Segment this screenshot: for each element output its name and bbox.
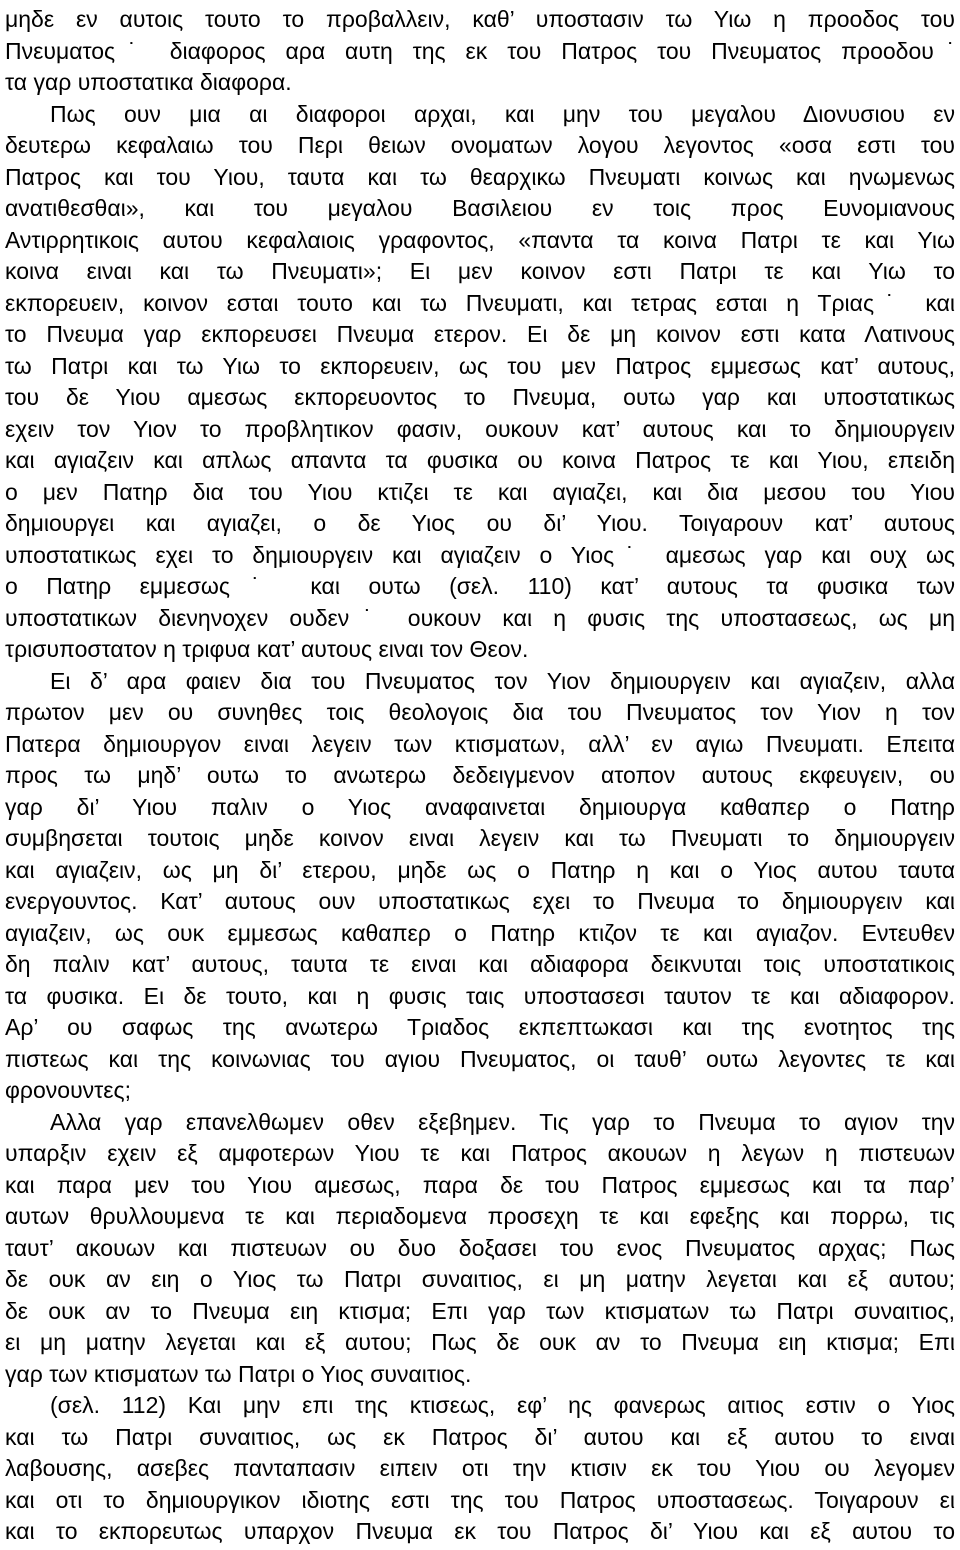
text-line: υποστατικων διενηνοχεν ουδεν˙ ουκουν και η φυσις της υποστασεως, ως μη (5, 604, 955, 631)
text-line: Πατερα δημιουργον ειναι λεγειν των κτισματων, αλλ’ εν αγιω Πνευματι. Επειτα (5, 730, 955, 757)
text-line: τω Πατρι και τω Υιω το εκπορευειν, ως του μεν Πατρος εμμεσως κατ’ αυτους, (5, 352, 955, 379)
text-line: και αγιαζειν και απλως απαντα τα φυσικα ου κοινα Πατρος τε και Υιου, επειδη (5, 447, 955, 473)
text-line: και τω Πατρι συναιτιος, ως εκ Πατρος δι’ αυτου και εξ αυτου το ειναι (5, 1423, 955, 1450)
text-line: του δε Υιου αμεσως εκπορευοντος το Πνευμα, ουτω γαρ και υποστατικως (5, 384, 955, 410)
text-line: (σελ. 112) Και μην επι της κτισεως, εφ’ ης φανερως αιτιος εστιν ο Υιος (50, 1392, 955, 1418)
text-line: το Πνευμα γαρ εκπορευσει Πνευμα ετερον. Ει δε μη κοινον εστι κατα Λατινους (5, 321, 955, 347)
text-line: τρισυποστατον η τριφυα κατ’ αυτους ειναι τον Θεον. (5, 636, 529, 662)
text-line: αγιαζειν, ως ουκ εμμεσως καθαπερ ο Πατηρ κτιζον τε και αγιαζον. Εντευθεν (5, 919, 955, 946)
text-line: δημιουργει και αγιαζει, ο δε Υιος ου δι’ Υιου. Τοιγαρουν κατ’ αυτους (5, 510, 955, 536)
text-line: εχειν τον Υιον το προβλητικον φασιν, ουκουν κατ’ αυτους και το δημιουργειν (5, 415, 955, 442)
text-line: δευτερω κεφαλαιω του Περι θειων ονοματων λογου λεγοντος «οσα εστι του (5, 132, 955, 158)
text-line: ο μεν Πατηρ δια του Υιου κτιζει τε και αγιαζει, και δια μεσου του Υιου (5, 478, 955, 505)
text-line: πιστεως και της κοινωνιας του αγιου Πνευματος, οι ταυθ’ ουτω λεγοντες τε και (5, 1045, 955, 1072)
text-line: γαρ των κτισματων τω Πατρι ο Υιος συναιτιος. (5, 1360, 472, 1387)
text-line: και παρα μεν του Υιου αμεσως, παρα δε του Πατρος εμμεσως και τα παρ’ (5, 1171, 955, 1198)
text-line: και οτι το δημιουργικον ιδιοτης εστι της του Πατρος υποστασεως. Τοιγαρουν ει (5, 1486, 955, 1513)
text-line: δε ουκ αν το Πνευμα ειη κτισμα; Επι γαρ των κτισματων τω Πατρι συναιτιος, (5, 1297, 955, 1324)
text-line: μηδε εν αυτοις τουτο το προβαλλειν, καθ’ υποστασιν τω Υιω η προοδος του (5, 6, 955, 32)
text-line: αυτων θρυλλουμενα τε και περιαδομενα προσεχη τε και εφεξης και πορρω, τις (5, 1203, 955, 1229)
text-line: τα γαρ υποστατικα διαφορα. (5, 69, 292, 95)
text-line: ανατιθεσθαι», και του μεγαλου Βασιλειου εν τοις προς Ευνομιανους (5, 195, 955, 221)
text-line: δε ουκ αν ειη ο Υιος τω Πατρι συναιτιος, ει μη ματην λεγεται και εξ αυτου; (5, 1266, 955, 1292)
text-line: ταυτ’ ακουων και πιστευων ου δυο δοξασει του ενος Πνευματος αρχας; Πως (5, 1234, 955, 1261)
text-line: ενεργουντος. Κατ’ αυτους ουν υποστατικως εχει το Πνευμα το δημιουργειν και (5, 888, 955, 914)
text-line: Αρ’ ου σαφως της ανωτερω Τριαδος εκπεπτωκασι και της ενοτητος της (5, 1014, 955, 1040)
text-line: δη παλιν κατ’ αυτους, ταυτα τε ειναι και αδιαφορα δεικνυται τοις υποστατικοις (5, 951, 955, 977)
text-line: και αγιαζειν, ως μη δι’ ετερου, μηδε ως ο Πατηρ η και ο Υιος αυτου ταυτα (5, 856, 955, 883)
text-line: τα φυσικα. Ει δε τουτο, και η φυσις ταις υποστασεσι ταυτον τε και αδιαφορον. (5, 982, 955, 1009)
text-line: γαρ δι’ Υιου παλιν ο Υιος αναφαινεται δημιουργα καθαπερ ο Πατηρ (5, 793, 955, 820)
text-line: λαβουσης, ασεβες πανταπασιν ειπειν οτι την κτισιν εκ του Υιου ου λεγομεν (5, 1455, 955, 1481)
text-line: υπαρξιν εχειν εξ αμφοτερων Υιου τε και Πατρος ακουων η λεγων η πιστευων (5, 1140, 955, 1166)
text-line: προς τω μηδ’ ουτω το ανωτερω δεδειγμενον ατοπον αυτους εκφευγειν, ου (5, 762, 955, 788)
text-line: και το εκπορευτως υπαρχον Πνευμα εκ του Πατρος δι’ Υιου και εξ αυτου το (5, 1518, 955, 1544)
text-line: υποστατικως εχει το δημιουργειν και αγιαζειν ο Υιος˙ αμεσως γαρ και ουχ ως (5, 541, 955, 568)
text-line: Πατρος και του Υιου, ταυτα και τω θεαρχικω Πνευματι κοινως και ηνωμενως (5, 163, 955, 190)
text-line: πρωτον μεν ου συνηθες τοις θεολογοις δια του Πνευματος τον Υιον η τον (5, 699, 955, 725)
text-line: ο Πατηρ εμμεσως˙ και ουτω (σελ. 110) κατ’ αυτους τα φυσικα των (5, 573, 955, 599)
text-line: Αντιρρητικοις αυτου κεφαλαιοις γραφοντος, «παντα τα κοινα Πατρι τε και Υιω (5, 226, 955, 253)
text-line: Αλλα γαρ επανελθωμεν οθεν εξεβημεν. Τις γαρ το Πνευμα το αγιον την (50, 1108, 955, 1135)
text-line: Ει δ’ αρα φαιεν δια του Πνευματος τον Υιον δημιουργειν και αγιαζειν, αλλα (50, 667, 955, 694)
text-line: ει μη ματην λεγεται και εξ αυτου; Πως δε ουκ αν το Πνευμα ειη κτισμα; Επι (5, 1329, 955, 1355)
text-line: Πως ουν μια αι διαφοροι αρχαι, και μην του μεγαλου Διονυσιου εν (50, 100, 955, 127)
text-line: συμβησεται τουτοις μηδε κοινον ειναι λεγειν και τω Πνευματι το δημιουργειν (5, 825, 955, 851)
text-line: κοινα ειναι και τω Πνευματι»; Ει μεν κοινον εστι Πατρι τε και Υιω το (5, 258, 955, 284)
text-line: φρονουντες; (5, 1077, 131, 1103)
text-line: Πνευματος˙ διαφορος αρα αυτη της εκ του Πατρος του Πνευματος προοδου˙ (5, 37, 955, 64)
text-line: εκπορευειν, κοινον εσται τουτο και τω Πνευματι, και τετρας εσται η Τριας˙ και (5, 289, 955, 316)
